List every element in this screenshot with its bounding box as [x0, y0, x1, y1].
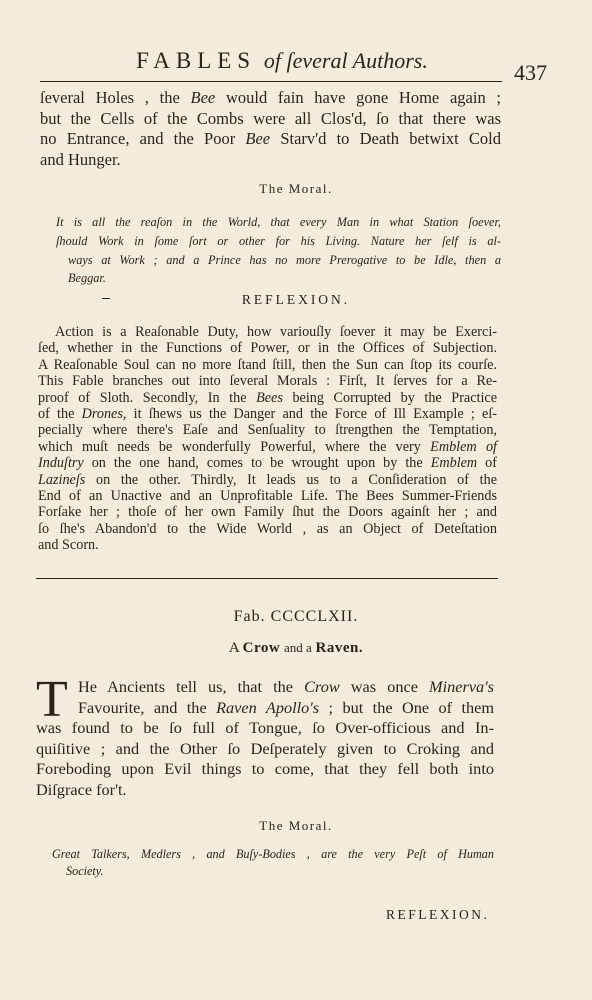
reflexion-text — [38, 324, 497, 554]
reflexion-line: Lazineſs on the other. Thirdly, It leads us to a Conſideration of the — [38, 471, 497, 488]
fable-line: Diſgrace for't. — [36, 779, 127, 799]
reflexion-heading: REFLEXION. — [386, 907, 490, 922]
moral-line: Society. — [66, 864, 104, 878]
drop-cap: T — [36, 671, 68, 728]
text-line: but the Cells of the Combs were all Clos'd, ſo that there was — [40, 108, 501, 128]
running-head — [112, 48, 452, 74]
fable-line: was found to be ſo full of Tongue, ſo Over-officious and In- — [36, 718, 494, 737]
reflexion-line: Induſtry on the one hand, comes to be wrought upon by the Emblem of — [38, 455, 498, 472]
moral-text — [56, 213, 501, 288]
section-rule — [36, 578, 498, 579]
reflexion-line: pecially where there's Eaſe and Senſuality to ſtrengthen the Temptation, — [38, 422, 497, 439]
reflexion-line: proof of Sloth. Secondly, In the Bees being Corrupted by the Practice — [38, 389, 497, 406]
page-number: 437 — [514, 60, 547, 85]
fable-title: A Crow and a Raven. — [228, 640, 364, 656]
text-line: and Hunger. — [40, 149, 121, 169]
fable-line: He Ancients tell us, that the Crow was once Minerva's — [78, 677, 495, 696]
reflexion-line: Action is a Reaſonable Duty, how variouſly ſoever it may be Exerci- — [55, 324, 497, 340]
fable-line: Favourite, and the Raven Apollo's ; but the One of them — [78, 697, 495, 717]
moral-line: ways at Work ; and a Prince has no more Prerogative to be Idle, then a — [68, 252, 501, 267]
moral-line: Great Talkers, Medlers , and Buſy-Bodies , are the very Peſt of Human — [52, 847, 494, 861]
running-title-caps: FABLES — [136, 48, 257, 73]
reflexion-line: A Reaſonable Soul can no more ſtand ſtill, then the Sun can ſtop its courſe. — [38, 356, 497, 373]
fable-text — [36, 677, 494, 800]
text-line: no Entrance, and the Poor Bee Starv'd to Death betwixt Cold — [40, 129, 501, 148]
reflexion-line: which muſt needs be wonderfully Powerful, where the very Emblem of — [38, 438, 497, 455]
moral-heading: The Moral. — [259, 818, 333, 833]
reflexion-line: This Fable branches out into ſeveral Morals : Firſt, It ſerves for a Re- — [38, 373, 497, 390]
moral-text — [52, 846, 494, 880]
text-line: ſeveral Holes , the Bee would fain have gone Home again ; — [40, 88, 501, 107]
fable-number: Fab. CCCCLXII. — [233, 608, 359, 625]
fable-line: quiſitive ; and the Other ſo Deſperately given to Croking and — [36, 738, 494, 758]
reflexion-line: ſed, whether in the Functions of Power, or in the Offices of Subjection. — [38, 340, 497, 357]
reflexion-line: ſo ſhe's Abandon'd to the Wide World , as an Object of Deteſtation — [38, 520, 497, 537]
moral-line: ſhould Work in ſome ſort or other for his Living. Nature her ſelf is al- — [56, 233, 501, 248]
moral-heading: The Moral. — [259, 181, 333, 196]
fable-line: Foreboding upon Evil things to come, that they fell both into — [36, 759, 494, 778]
moral-line: It is all the reaſon in the World, that every Man in what Station ſoever, — [56, 215, 501, 229]
reflexion-line: Forſake her ; thoſe of her own Family ſhut the Doors againſt her ; and — [38, 504, 497, 521]
running-title-italic: of ſeveral Authors. — [263, 48, 428, 73]
continuation-paragraph — [40, 88, 501, 170]
reflexion-line: and Scorn. — [38, 537, 99, 554]
header-rule — [40, 81, 502, 82]
reflexion-heading: REFLEXION. — [241, 292, 351, 307]
moral-line: Beggar. — [68, 271, 106, 286]
reflexion-line: End of an Unactive and an Unprofitable Life. The Bees Summer-Friends — [38, 488, 497, 505]
reflexion-line: of the Drones, it ſhews us the Danger and the Force of Ill Example ; eſ- — [38, 406, 498, 423]
